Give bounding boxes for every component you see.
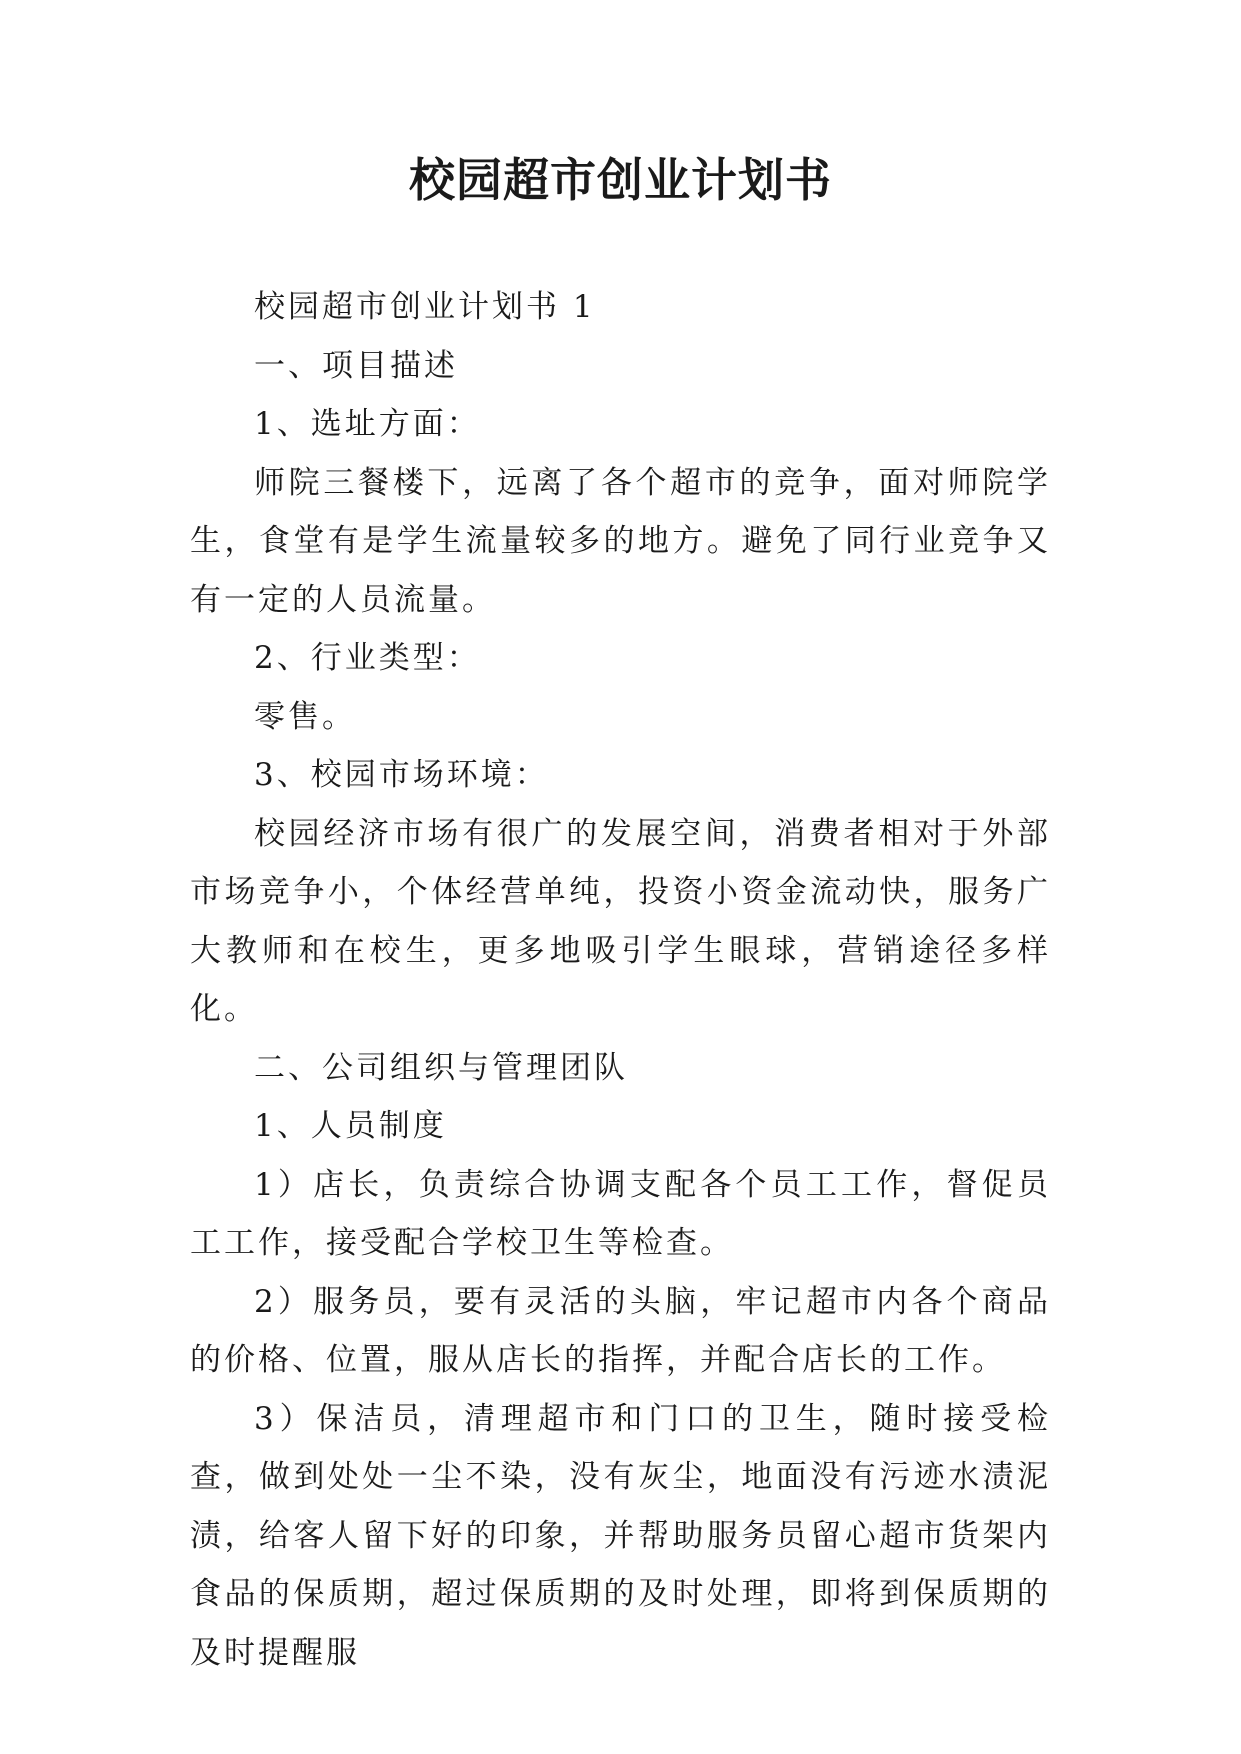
subheading-staff-system: 1、人员制度 <box>254 1108 447 1144</box>
paragraph-heading-1: 校园超市创业计划书 1 <box>254 289 596 325</box>
document-body <box>190 278 1051 1682</box>
subheading-location: 1、选址方面： <box>254 406 481 442</box>
document-title: 校园超市创业计划书 <box>409 153 832 207</box>
subheading-industry-type: 2、行业类型： <box>254 640 481 676</box>
paragraph-attendant: 2）服务员，要有灵活的头脑，牢记超市内各个商品的价格、位置，服从店长的指挥，并配合店长的工作。 <box>190 1283 1051 1378</box>
section-heading-project-description: 一、项目描述 <box>254 347 458 384</box>
paragraph-campus-market: 校园经济市场有很广的发展空间，消费者相对于外部市场竞争小，个体经营单纯，投资小资金流动快，服务广大教师和在校生，更多地吸引学生眼球，营销途径多样化。 <box>190 815 1051 1027</box>
paragraph-location: 师院三餐楼下，远离了各个超市的竞争，面对师院学生，食堂有是学生流量较多的地方。避免了同行业竞争又有一定的人员流量。 <box>190 464 1051 618</box>
section-heading-organization: 二、公司组织与管理团队 <box>254 1049 628 1086</box>
subheading-campus-market: 3、校园市场环境： <box>254 757 549 793</box>
paragraph-cleaner: 3）保洁员，清理超市和门口的卫生，随时接受检查，做到处处一尘不染，没有灰尘，地面没有污迹水渍泥渍，给客人留下好的印象，并帮助服务员留心超市货架内食品的保质期，超过保质期的及时处理，即将到保质期的及时提醒服 <box>190 1400 1051 1671</box>
paragraph-industry-type: 零售。 <box>254 698 356 735</box>
paragraph-store-manager: 1）店长，负责综合协调支配各个员工工作，督促员工工作，接受配合学校卫生等检查。 <box>190 1166 1051 1261</box>
